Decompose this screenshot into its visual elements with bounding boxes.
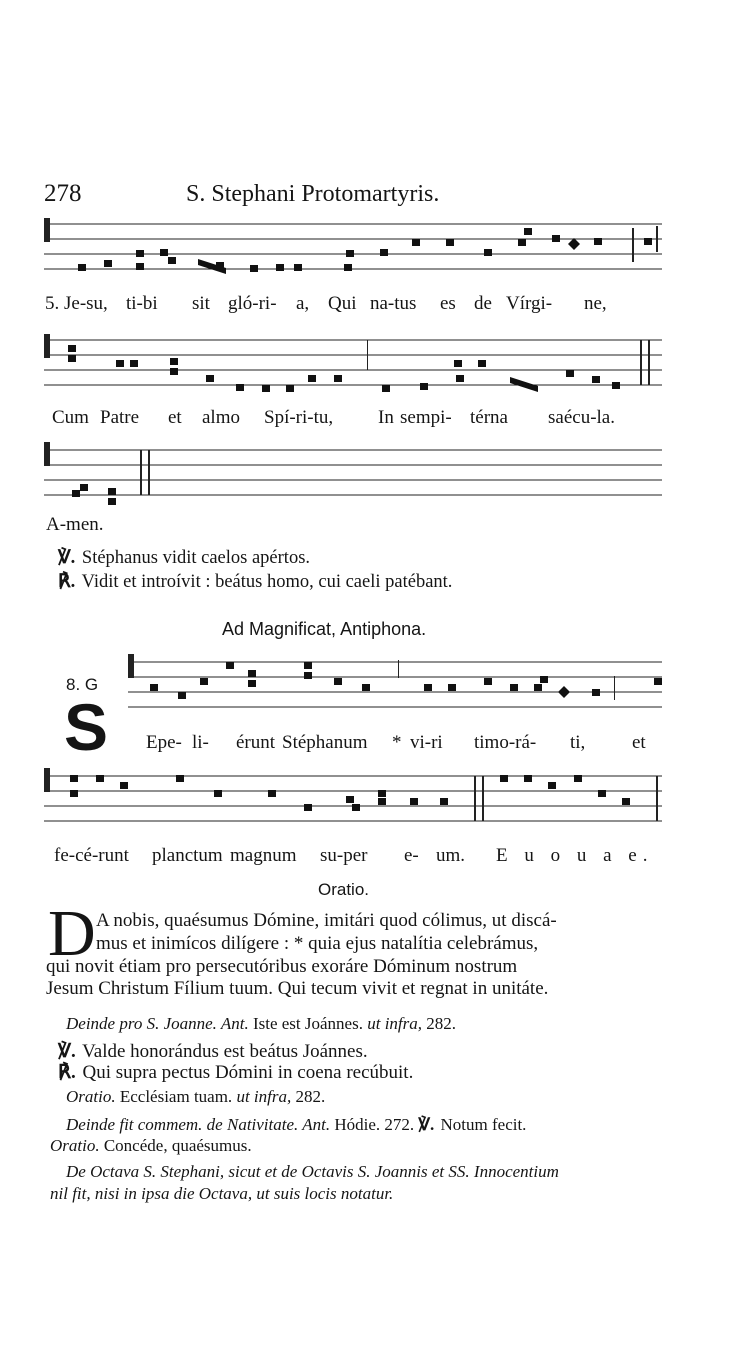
lyric-syllable: érunt xyxy=(236,732,276,753)
rubric-oratio-3 xyxy=(50,1136,252,1156)
lyric-syllable: 5. Je-su, xyxy=(45,293,108,314)
lyric-syllable: e- xyxy=(404,845,419,866)
lyric-syllable: Qui xyxy=(328,293,357,314)
versicle-symbol: ℣. xyxy=(58,548,76,568)
oratio-line: Jesum Christum Fílium tuum. Qui tecum vivit et regnat in unitáte. xyxy=(46,978,549,999)
page-number: 278 xyxy=(44,180,82,207)
lyric-syllable: su-per xyxy=(320,845,368,866)
lyric-syllable: Patre xyxy=(100,407,140,428)
rubric-italic: Deinde fit commem. de Nativitate. Ant. xyxy=(66,1115,331,1134)
rubric-text: Concéde, quaésumus. xyxy=(103,1136,252,1155)
lyric-syllable: * xyxy=(392,732,402,753)
oratio-line: qui novit étiam pro persecutóribus exoráre Dóminum nostrum xyxy=(46,956,518,977)
lyric-syllable: magnum xyxy=(230,845,297,866)
versicle-text: Valde honorándus est beátus Joánnes. xyxy=(82,1041,368,1062)
rubric-text: Notum fecit. xyxy=(440,1115,527,1134)
lyric-syllable: vi-ri xyxy=(410,732,443,753)
response-text: Qui supra pectus Dómini in coena recúbuit. xyxy=(82,1062,414,1083)
rubric-nativitate xyxy=(66,1115,526,1135)
lyric-syllable: planctum xyxy=(152,845,223,866)
lyric-syllable: Stéphanum xyxy=(282,732,368,753)
rubric-page-ref: 282. xyxy=(295,1087,326,1106)
lyric-syllable: timo-rá- xyxy=(474,732,537,753)
oratio-line: A nobis, quaésumus Dómine, imitári quod cólimus, ut discá- xyxy=(96,910,557,931)
lyric-syllable: et xyxy=(168,407,182,428)
rubric-italic: ut infra, xyxy=(367,1014,423,1033)
lyric-syllable: Epe- xyxy=(146,732,182,753)
versicle-text: Stéphanus vidit caelos apértos. xyxy=(81,548,311,568)
response-2 xyxy=(58,1061,413,1084)
lyric-syllable: de xyxy=(474,293,492,314)
lyric-syllable: In xyxy=(378,407,394,428)
antiphon-initial: S xyxy=(64,690,109,764)
versicle-symbol: ℣. xyxy=(58,1041,76,1062)
lyric-syllable: térna xyxy=(470,407,508,428)
lyric-syllable: ne, xyxy=(584,293,607,314)
rubric-page-ref: 282. xyxy=(426,1014,457,1033)
lyric-syllable: na-tus xyxy=(370,293,417,314)
lyric-syllable: sit xyxy=(192,293,210,314)
rubric-final-line: nil fit, nisi in ipsa die Octava, ut suis locis notatur. xyxy=(50,1184,394,1203)
lyric-syllable: almo xyxy=(202,407,240,428)
rubric-italic: ut infra, xyxy=(236,1087,292,1106)
rubric-final-line: De Octava S. Stephani, sicut et de Octavis S. Joannis et SS. Innocentium xyxy=(66,1162,559,1181)
lyric-syllable: ti, xyxy=(570,732,586,753)
rubric-oratio-2 xyxy=(66,1087,325,1107)
lyric-amen: A-men. xyxy=(46,514,104,535)
lyric-syllable: Cum xyxy=(52,407,89,428)
rubric-text: Iste est Joánnes. xyxy=(252,1014,363,1033)
lyric-syllable: sempi- xyxy=(400,407,452,428)
lyric-syllable: fe-cé-runt xyxy=(54,845,129,866)
lyric-syllable: ti-bi xyxy=(126,293,158,314)
response-symbol: ℟. xyxy=(58,1062,76,1083)
lyric-syllable: li- xyxy=(192,732,209,753)
mode-indicator: 8. G xyxy=(66,675,99,694)
rubric-text: Ecclésiam tuam. xyxy=(119,1087,233,1106)
running-title: S. Stephani Protomartyris. xyxy=(186,181,440,207)
rubric-italic: Oratio. xyxy=(50,1136,100,1155)
lyric-syllable: es xyxy=(440,293,456,314)
lyric-syllable: a, xyxy=(296,293,310,314)
oratio-initial: D xyxy=(48,897,96,970)
response-symbol: ℟. xyxy=(58,572,76,592)
rubric-italic: Oratio. xyxy=(66,1087,116,1106)
lyric-syllable: um. xyxy=(436,845,466,866)
oratio-line: mus et inimícos dilígere : * quia ejus natalítia celebrámus, xyxy=(96,933,539,954)
lyric-syllable: Vírgi- xyxy=(506,293,553,314)
lyric-syllable: saécu-la. xyxy=(548,407,615,428)
rubric-italic: Deinde pro S. Joanne. Ant. xyxy=(66,1014,249,1033)
oratio-heading: Oratio. xyxy=(318,880,370,899)
lyric-syllable: et xyxy=(632,732,646,753)
antiphon-heading: Ad Magnificat, Antiphona. xyxy=(222,619,427,639)
versicle-2 xyxy=(58,1040,368,1063)
euouae: E u o u a e. xyxy=(496,845,654,866)
versicle-symbol: ℣. xyxy=(418,1115,435,1134)
response-text: Vidit et introívit : beátus homo, cui caeli patébant. xyxy=(81,572,453,592)
rubric-joanne xyxy=(66,1014,456,1034)
lyric-syllable: gló-ri- xyxy=(228,293,277,314)
lyric-syllable: Spí-ri-tu, xyxy=(264,407,334,428)
rubric-text: Hódie. 272. xyxy=(334,1115,415,1134)
